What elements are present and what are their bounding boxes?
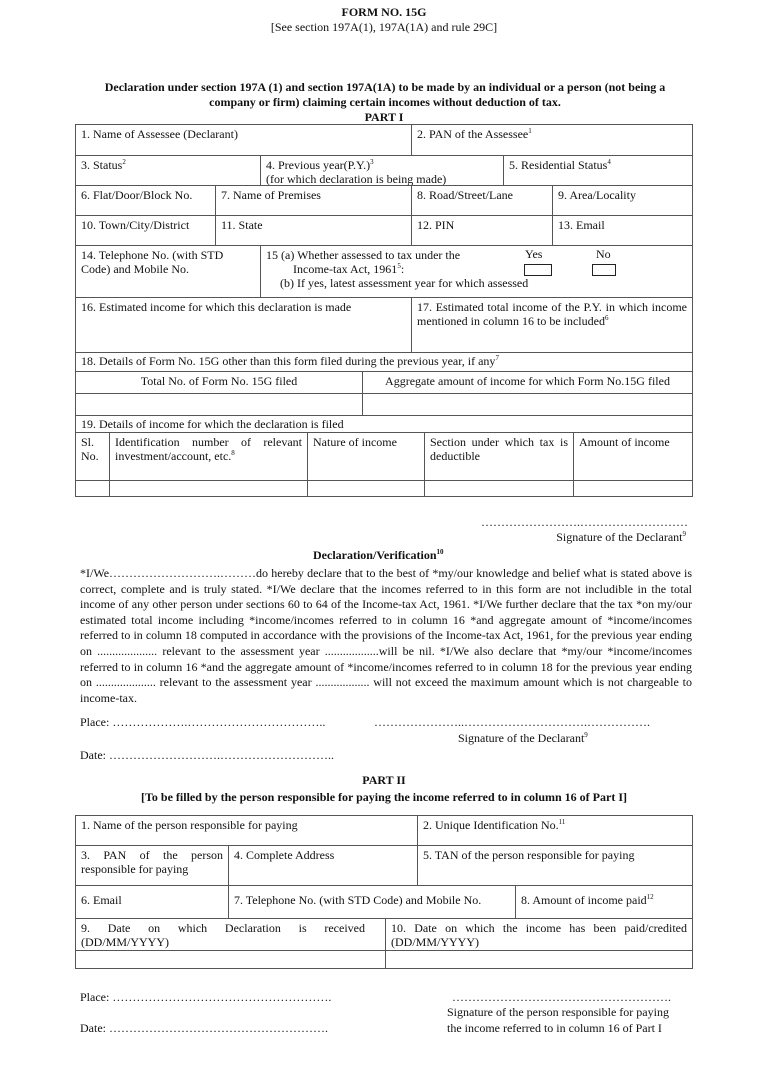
label: 9. Date on which Declaration is received (DD/MM/YYYY) bbox=[81, 921, 365, 949]
form-number: FORM NO. 15G bbox=[341, 5, 427, 19]
col-sl-no bbox=[75, 432, 110, 481]
input-total-forms[interactable] bbox=[75, 393, 363, 416]
label: 4. Complete Address bbox=[234, 848, 335, 862]
part2-title: PART II bbox=[362, 773, 406, 787]
label: Aggregate amount of income for which Form No.15G filed bbox=[385, 374, 670, 388]
payer-signature-line[interactable]: ………………………………………………. bbox=[452, 990, 671, 1004]
label: 15 (a) Whether assessed to tax under the bbox=[266, 248, 461, 262]
field-residential-status[interactable] bbox=[503, 155, 693, 186]
label: Section under which tax is deductible bbox=[430, 435, 568, 463]
field-state[interactable] bbox=[215, 215, 412, 246]
label: 5. TAN of the person responsible for paying bbox=[423, 848, 635, 862]
field-pan[interactable] bbox=[411, 124, 693, 156]
declarant-signature-line[interactable]: …………………..………………………….……………. bbox=[374, 715, 650, 729]
label: 4. Previous year(P.Y.) bbox=[266, 158, 371, 172]
cell-nature-of-income[interactable] bbox=[307, 480, 425, 497]
label-act: Income-tax Act, 1961$^5$: bbox=[293, 262, 405, 276]
payer-date-field[interactable]: Date: ………………………………………………. bbox=[80, 1021, 328, 1035]
field-assessed-to-tax bbox=[260, 245, 693, 298]
payer-signature-label-1: Signature of the person responsible for paying bbox=[447, 1005, 669, 1019]
label: 7. Telephone No. (with STD Code) and Mobile No. bbox=[234, 893, 482, 907]
input-aggregate-amount[interactable] bbox=[362, 393, 693, 416]
declaration-text: *I/We……………………….………do hereby declare that to the best of *my/our knowledge and belief what is stated above is correct, complete and is truly stated. *I/We declare that the incomes referred to in this form are not includible in the total income of any other person under sections 60 to 64 of the Income-tax Act, 1961. *I/We further declare that the tax *on my/our estimated total income including *income/incomes referred to in column 16 *and aggregate amount of *income/incomes referred to in column 18 computed in accordance with the provisions of the Income-tax Act, 1961, for the previous year ending on .................... relevant to the assessment year ..................will be nil. *I/We also declare that *my/our *income/incomes referred to in column 16 *and the aggregate amount of *income/incomes referred to in column 18 for the previous year ending on .................... relevant to the assessment year .................. will not exceed the maximum amount which is not chargeable to income-tax. bbox=[80, 566, 692, 705]
cell-section[interactable] bbox=[424, 480, 574, 497]
label: 2. Unique Identification No. bbox=[423, 818, 559, 832]
col-aggregate-amount bbox=[362, 371, 693, 394]
label: 11. State bbox=[221, 218, 263, 232]
field-tan[interactable] bbox=[417, 845, 693, 886]
col-nature-of-income bbox=[307, 432, 425, 481]
footnote-ref: 3 bbox=[370, 158, 374, 166]
label: 14. Telephone No. (with STD Code) and Mobile No. bbox=[81, 248, 224, 276]
footnote-ref: 1 bbox=[528, 127, 532, 135]
cell-identification-number[interactable] bbox=[109, 480, 308, 497]
cell-amount[interactable] bbox=[573, 480, 693, 497]
field-road[interactable] bbox=[411, 185, 553, 216]
yes-checkbox[interactable] bbox=[524, 264, 552, 276]
field-estimated-income[interactable] bbox=[75, 297, 412, 353]
place-field[interactable]: Place: ……………….…………………………….. bbox=[80, 715, 326, 729]
field-status[interactable] bbox=[75, 155, 261, 186]
label-latest-ay: (b) If yes, latest assessment year for which assessed bbox=[280, 276, 529, 290]
field-payer-email[interactable] bbox=[75, 885, 229, 919]
field-income-paid-date bbox=[385, 918, 693, 951]
col-amount bbox=[573, 432, 693, 481]
field-payer-name[interactable] bbox=[75, 815, 418, 846]
date-field[interactable]: Date: ……………………….……………………….. bbox=[80, 748, 334, 762]
field-payer-pan[interactable] bbox=[75, 845, 229, 886]
yes-label: Yes bbox=[525, 247, 543, 261]
label: 10. Date on which the income has been paid/credited (DD/MM/YYYY) bbox=[391, 921, 687, 949]
field-unique-id[interactable] bbox=[417, 815, 693, 846]
label: Amount of income bbox=[579, 435, 670, 449]
cell-sl-no[interactable] bbox=[75, 480, 110, 497]
label: Sl. No. bbox=[81, 435, 99, 463]
footnote-ref: 2 bbox=[122, 158, 126, 166]
field-amount-paid[interactable] bbox=[515, 885, 693, 919]
label: Total No. of Form No. 15G filed bbox=[140, 374, 298, 388]
col-section bbox=[424, 432, 574, 481]
field-town[interactable] bbox=[75, 215, 216, 246]
field-area[interactable] bbox=[552, 185, 693, 216]
field-pin[interactable] bbox=[411, 215, 553, 246]
label: 8. Road/Street/Lane bbox=[417, 188, 513, 202]
footnote-ref: 6 bbox=[604, 314, 609, 322]
footnote-ref: 8 bbox=[231, 449, 235, 457]
label: 5. Residential Status bbox=[509, 158, 608, 172]
label: 16. Estimated income for which this declaration is made bbox=[81, 300, 352, 314]
declaration-title: Declaration under section 197A (1) and section 197A(1A) to be made by an individual or a person (not being a company or firm) claiming certain incomes without deduction of tax. bbox=[104, 80, 666, 109]
part2-subtitle: [To be filled by the person responsible for paying the income referred to in column 16 of Part I] bbox=[141, 790, 627, 804]
footnote-ref: 4 bbox=[607, 158, 611, 166]
part1-title: PART I bbox=[364, 110, 404, 124]
payer-signature-label-2: the income referred to in column 16 of Part I bbox=[447, 1021, 662, 1035]
field-payer-telephone[interactable] bbox=[228, 885, 516, 919]
field-estimated-total-income[interactable] bbox=[411, 297, 693, 353]
label: 9. Area/Locality bbox=[558, 188, 636, 202]
label: 17. Estimated total income of the P.Y. in which income mentioned in column 16 to be included bbox=[417, 300, 687, 328]
field-declaration-received-date bbox=[75, 918, 386, 951]
field-previous-year[interactable] bbox=[260, 155, 504, 186]
declaration-heading: Declaration/Verification$^{10}$ bbox=[313, 548, 444, 562]
form-section-reference: [See section 197A(1), 197A(1A) and rule 29C] bbox=[270, 20, 498, 34]
label: 7. Name of Premises bbox=[221, 188, 321, 202]
label: 3. Status bbox=[81, 158, 123, 172]
col-total-forms bbox=[75, 371, 363, 394]
field-18-heading bbox=[75, 352, 693, 372]
label: 1. Name of the person responsible for paying bbox=[81, 818, 298, 832]
signature-line[interactable]: …………………….……………………… bbox=[481, 515, 688, 529]
payer-place-field[interactable]: Place: ………………………………………………. bbox=[80, 990, 332, 1004]
label: 6. Email bbox=[81, 893, 122, 907]
label: 18. Details of Form No. 15G other than this form filed during the previous year, if any bbox=[81, 354, 496, 368]
footnote-ref: 7 bbox=[495, 354, 499, 362]
label: 12. PIN bbox=[417, 218, 455, 232]
field-name-of-assessee[interactable] bbox=[75, 124, 412, 156]
col-identification-number bbox=[109, 432, 308, 481]
footnote-ref: 11 bbox=[558, 818, 566, 826]
field-telephone[interactable] bbox=[75, 245, 261, 298]
label: 19. Details of income for which the declaration is filed bbox=[81, 417, 344, 431]
label: 3. PAN of the person responsible for paying bbox=[81, 848, 223, 876]
label: 13. Email bbox=[558, 218, 605, 232]
input-declaration-received-date[interactable] bbox=[75, 950, 386, 969]
field-19-heading bbox=[75, 415, 693, 433]
footnote-ref: 12 bbox=[646, 893, 654, 901]
label: 2. PAN of the Assessee bbox=[417, 127, 529, 141]
label: 6. Flat/Door/Block No. bbox=[81, 188, 193, 202]
field-address[interactable] bbox=[228, 845, 418, 886]
no-checkbox[interactable] bbox=[592, 264, 616, 276]
label: 1. Name of Assessee (Declarant) bbox=[81, 127, 238, 141]
label: Identification number of relevant investment/account, etc. bbox=[115, 435, 302, 463]
label-sub: (for which declaration is being made) bbox=[266, 172, 447, 186]
declarant-signature-label: Signature of the Declarant$^9$ bbox=[458, 731, 588, 745]
field-email[interactable] bbox=[552, 215, 693, 246]
field-flat-door[interactable] bbox=[75, 185, 216, 216]
input-income-paid-date[interactable] bbox=[385, 950, 693, 969]
label: 10. Town/City/District bbox=[81, 218, 190, 232]
no-label: No bbox=[596, 247, 611, 261]
signature-label: Signature of the Declarant$^9$ bbox=[556, 530, 686, 544]
label: 8. Amount of income paid bbox=[521, 893, 647, 907]
field-premises[interactable] bbox=[215, 185, 412, 216]
label: Nature of income bbox=[313, 435, 397, 449]
